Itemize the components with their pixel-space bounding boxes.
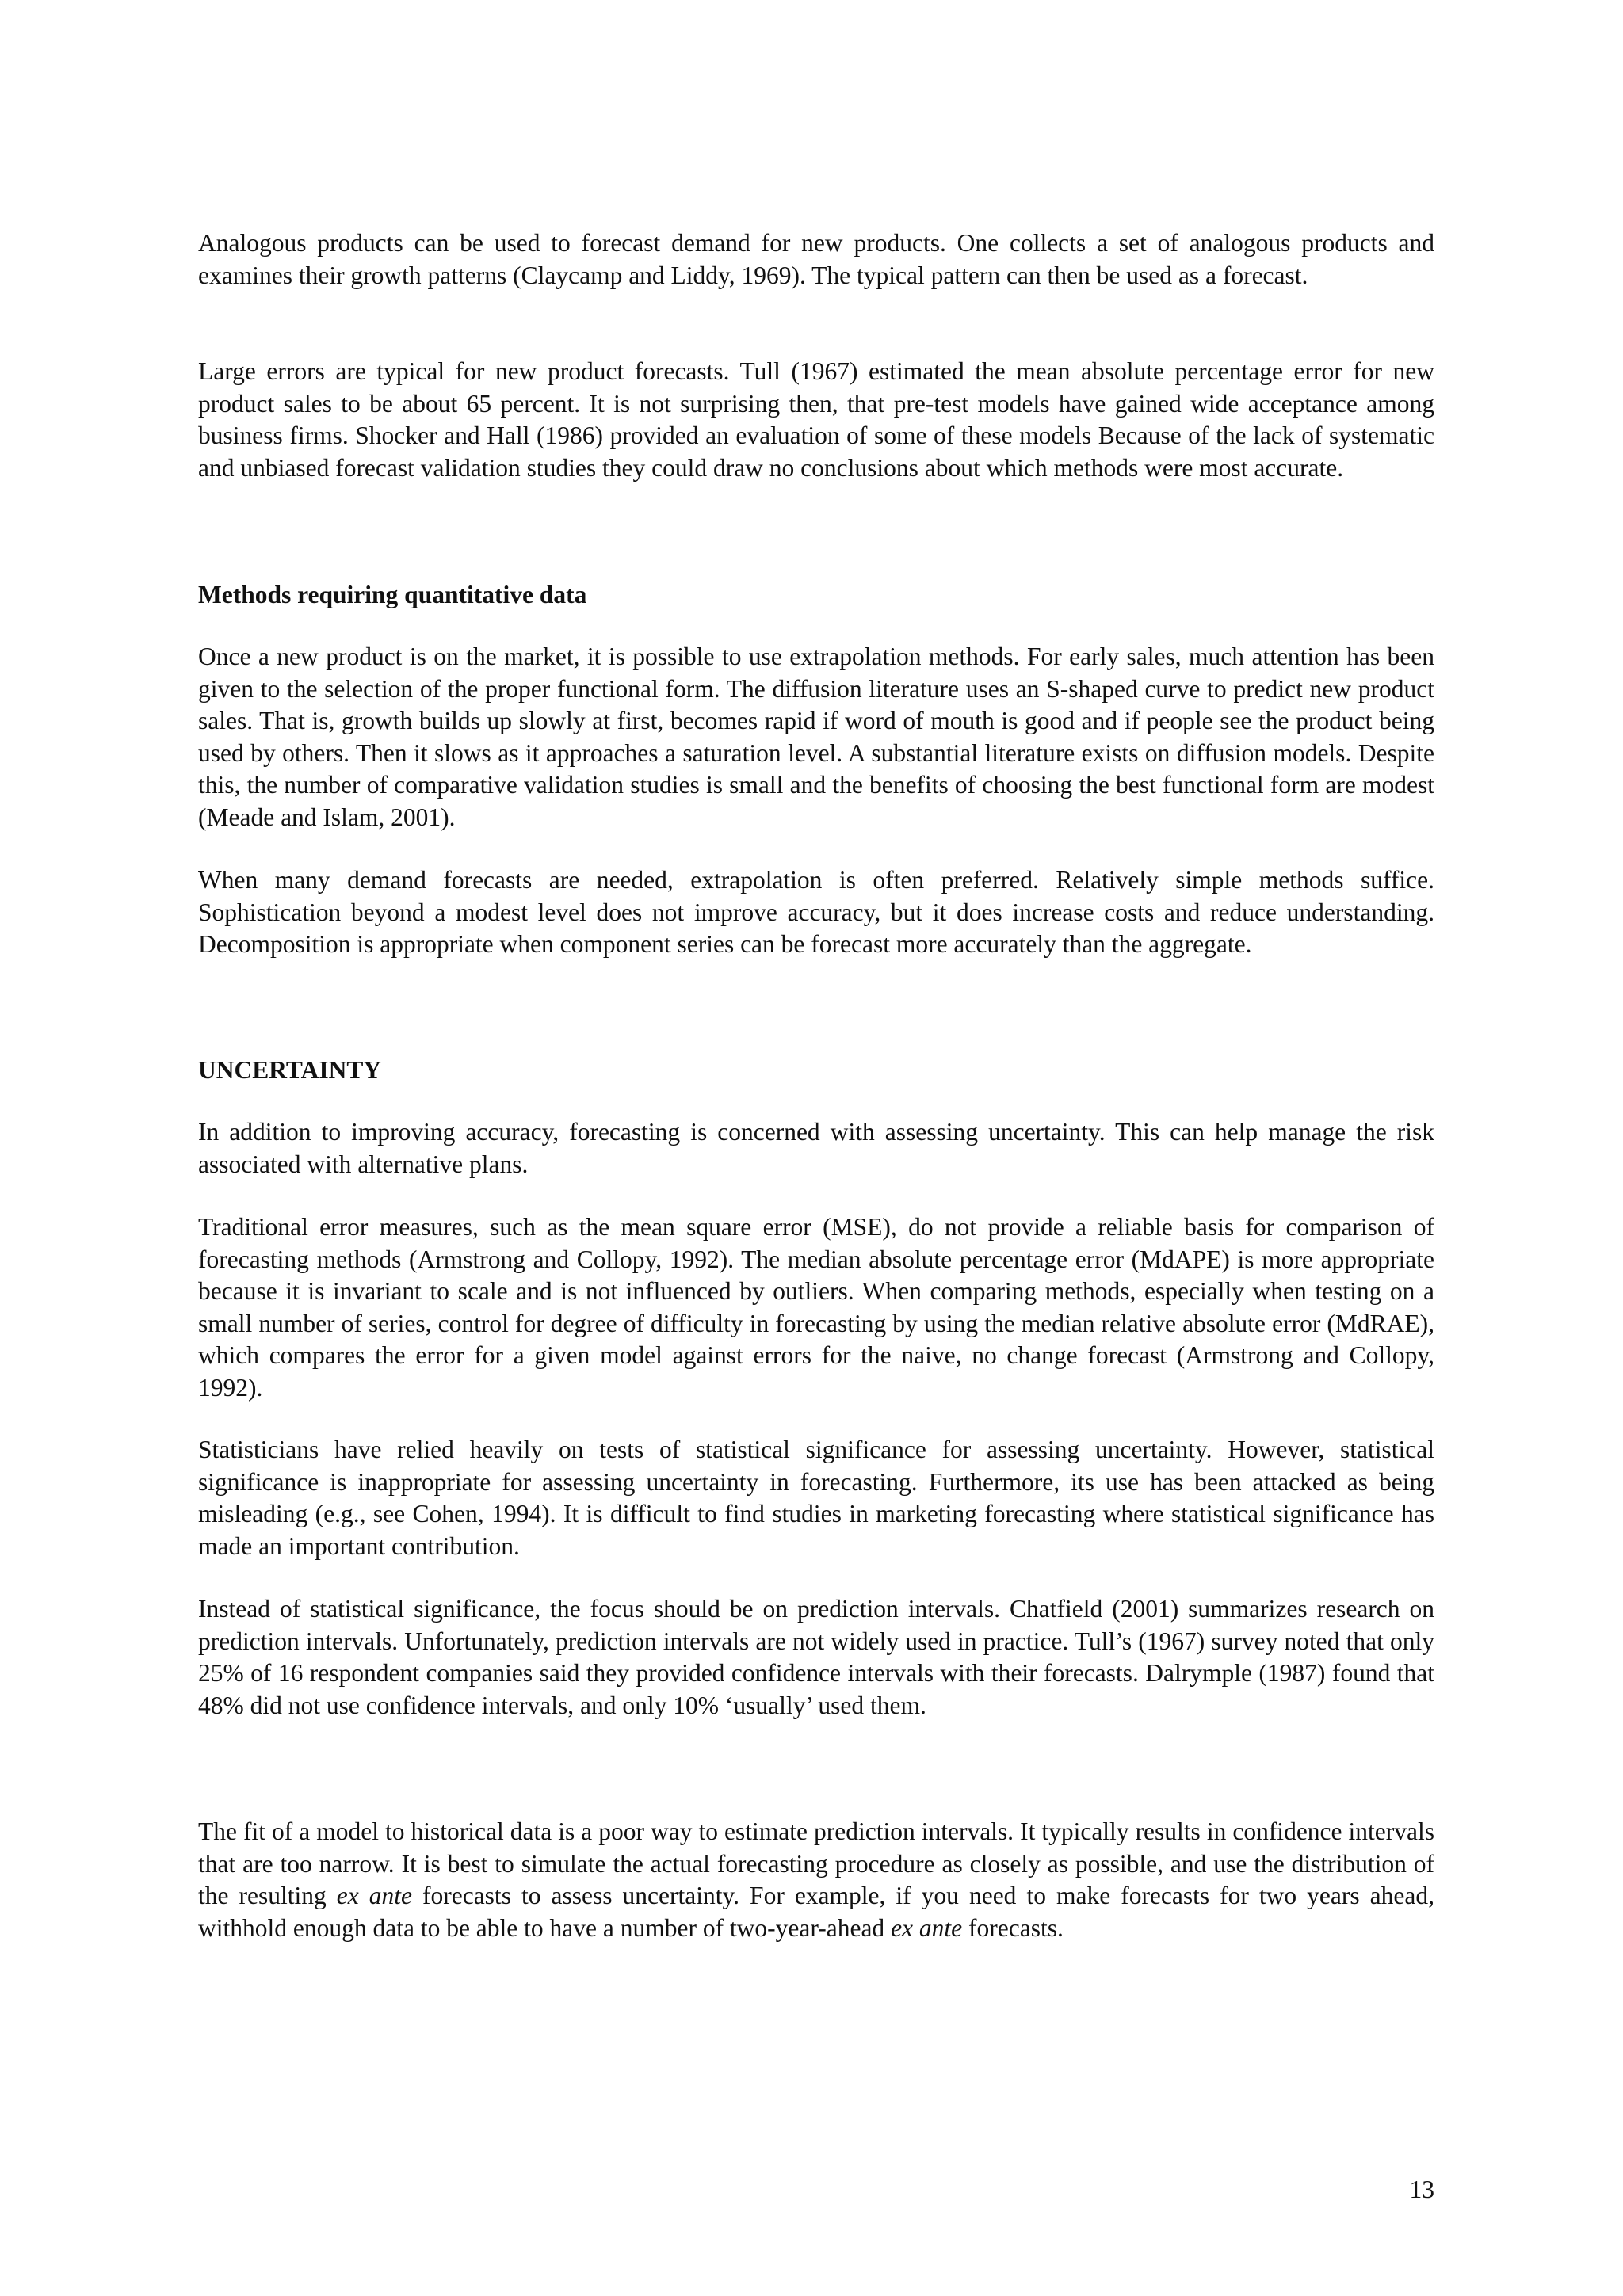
paragraph-statistical-significance: Statisticians have relied heavily on tests of statistical significance for assessing uncertainty. However, statistical significance is inappropriate for assessing uncertainty in forecasting. Furthermore, its use has been attacked as being misleading (e.g., see Cohen, 1994). It is difficult to find studies in marketing forecasting where statistical significance has made an important contribution. — [198, 1436, 1434, 1560]
italic-term-ex-ante: ex ante — [336, 1882, 412, 1909]
text-run: The fit of a model to historical data is a poor way to estimate prediction intervals. It typically results in confidence intervals that are too narrow. It is best to simulate the actual forecasting procedure as closely as possible, and use the distribution of the resulting — [198, 1817, 1434, 1909]
paragraph-error-measures: Traditional error measures, such as the mean square error (MSE), do not provide a reliable basis for comparison of forecasting methods (Armstrong and Collopy, 1992). The median absolute percentage error (MdAPE) is more appropriate because it is invariant to scale and is not influenced by outliers. When comparing methods, especially when testing on a small number of series, control for degree of difficulty in forecasting by using the median relative absolute error (MdRAE), which compares the error for a given model against errors for the naive, no change forecast (Armstrong and Collopy, 1992). — [198, 1213, 1434, 1402]
paragraph-new-product-errors: Large errors are typical for new product forecasts. Tull (1967) estimated the mean absolute percentage error for new product sales to be about 65 percent. It is not surprising then, that pre-test models have gained wide acceptance among business firms. Shocker and Hall (1986) provided an evaluation of some of these models Because of the lack of systematic and unbiased forecast validation studies they could draw no conclusions about which methods were most accurate. — [198, 357, 1434, 482]
text-run: forecasts to assess uncertainty. For example, if you need to make forecasts for two years ahead, withhold enough data to be able to have a number of two-year-ahead — [198, 1882, 1434, 1942]
paragraph-demand-forecasts: When many demand forecasts are needed, extrapolation is often preferred. Relatively simple methods suffice. Sophistication beyond a modest level does not improve accuracy, but it does increase costs and reduce understanding. Decomposition is appropriate when component series can be forecast more accurately than the aggregate. — [198, 866, 1434, 958]
paragraph-analogous-products: Analogous products can be used to forecast demand for new products. One collects a set of analogous products and examines their growth patterns (Claycamp and Liddy, 1969). The typical pattern can then be used as a forecast. — [198, 229, 1434, 289]
text-run: forecasts. — [962, 1913, 1064, 1942]
page-number: 13 — [1409, 2176, 1434, 2203]
italic-term-ex-ante: ex ante — [891, 1913, 963, 1942]
paragraph-prediction-intervals: Instead of statistical significance, the focus should be on prediction intervals. Chatfield (2001) summarizes research on prediction intervals. Unfortunately, prediction intervals are not widely used in practice. Tull’s (1967) survey noted that only 25% of 16 respondent companies said they provided confidence intervals with their forecasts. Dalrymple (1987) found that 48% did not use confidence intervals, and only 10% ‘usually’ used them. — [198, 1595, 1434, 1719]
section-heading-quantitative-data: Methods requiring quantitative data — [198, 581, 587, 608]
section-heading-uncertainty: UNCERTAINTY — [198, 1056, 382, 1084]
paragraph-model-fit — [198, 1816, 1434, 1944]
paragraph-extrapolation-methods: Once a new product is on the market, it is possible to use extrapolation methods. For early sales, much attention has been given to the selection of the proper functional form. The diffusion literature uses an S-shaped curve to predict new product sales. That is, growth builds up slowly at first, becomes rapid if word of mouth is good and if people see the product being used by others. Then it slows as it approaches a saturation level. A substantial literature exists on diffusion models. Despite this, the number of comparative validation studies is small and the benefits of choosing the best functional form are modest (Meade and Islam, 2001). — [198, 643, 1434, 831]
paragraph-assessing-uncertainty: In addition to improving accuracy, forecasting is concerned with assessing uncertainty. This can help manage the risk associated with alternative plans. — [198, 1118, 1434, 1178]
